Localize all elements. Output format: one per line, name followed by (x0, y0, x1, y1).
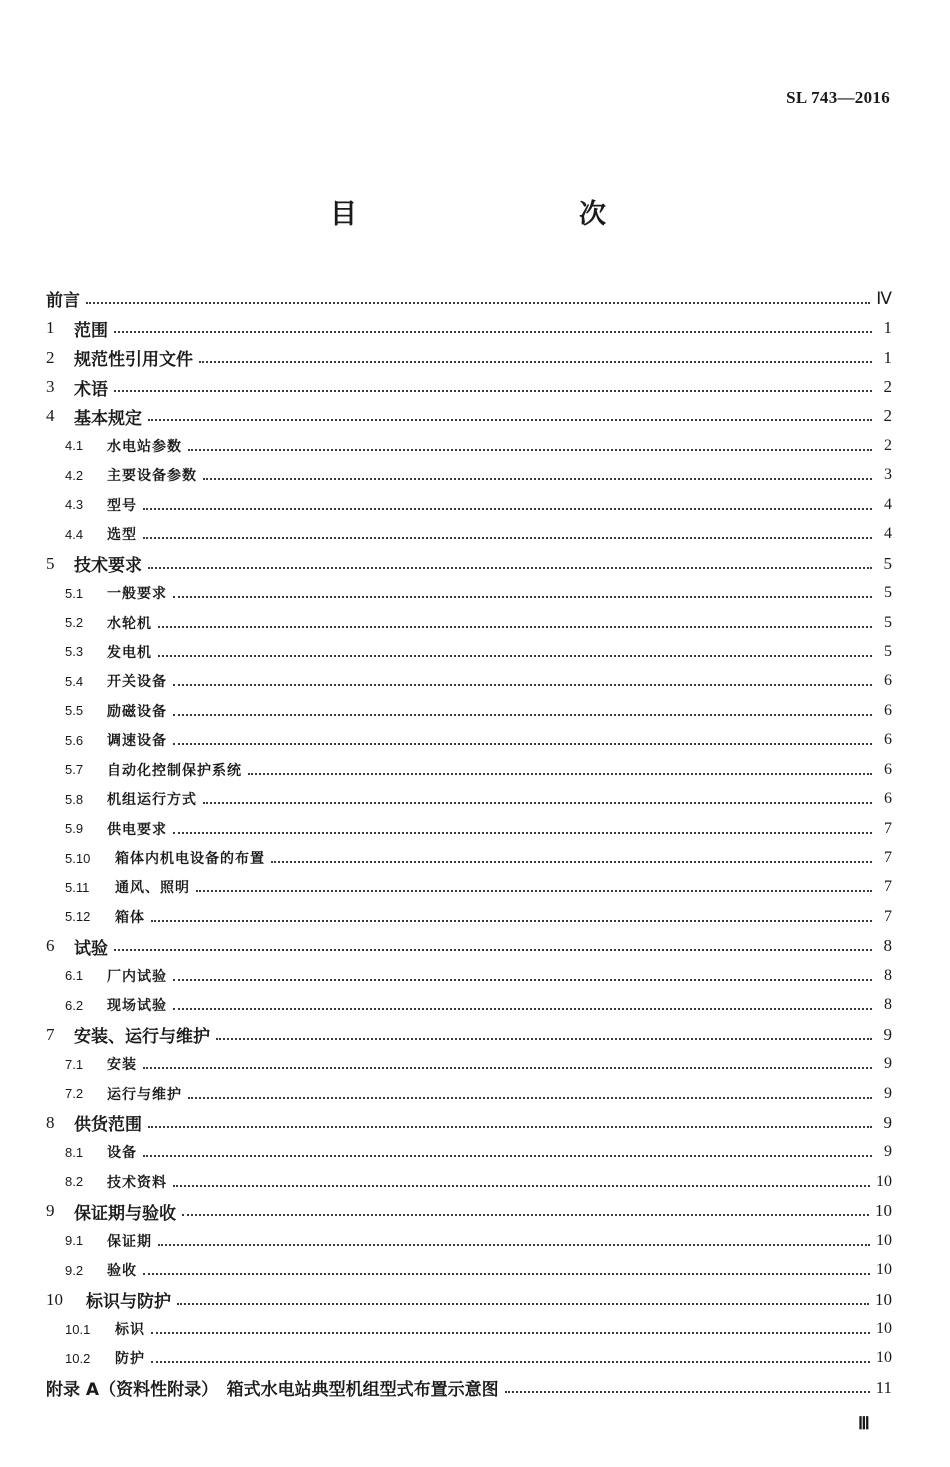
toc-entry-label: 现场试验 (107, 998, 167, 1015)
toc-entry-page: 2 (884, 436, 892, 454)
toc-entry-label: 发电机 (107, 644, 152, 661)
toc-leader-dots (151, 920, 872, 922)
toc-leader-dots (505, 1391, 870, 1393)
toc-entry[interactable] (46, 784, 892, 813)
toc-entry[interactable] (46, 284, 892, 313)
toc-leader-dots (203, 478, 872, 480)
toc-entry-number: 2 (46, 347, 55, 367)
toc-entry[interactable] (46, 313, 892, 342)
toc-entry-number: 5 (46, 553, 55, 573)
toc-leader-dots (173, 743, 872, 745)
toc-entry-label: 验收 (107, 1263, 137, 1280)
toc-entry-label: 通风、照明 (115, 880, 190, 897)
toc-entry-page: 2 (883, 377, 892, 397)
toc-entry-number: 8 (46, 1112, 55, 1132)
toc-leader-dots (158, 655, 872, 657)
toc-entry[interactable] (46, 1226, 892, 1255)
toc-entry-page: 6 (884, 701, 892, 719)
toc-entry-number: 5.5 (65, 703, 84, 719)
toc-entry-label: 标识与防护 (86, 1292, 171, 1313)
toc-entry-number: 10.1 (65, 1321, 91, 1337)
toc-entry[interactable] (46, 608, 892, 637)
toc-entry-label: 技术要求 (74, 556, 142, 577)
toc-entry-number: 5.12 (65, 909, 91, 925)
toc-entry-page: 10 (876, 1231, 892, 1249)
toc-entry-label: 设备 (107, 1145, 137, 1162)
toc-entry-label: 调速设备 (107, 733, 167, 750)
toc-entry[interactable] (46, 932, 892, 961)
toc-entry[interactable] (46, 1373, 892, 1402)
toc-leader-dots (173, 596, 872, 598)
toc-leader-dots (114, 390, 872, 392)
toc-entry-label: 选型 (107, 527, 137, 544)
toc-entry-number: 5.10 (65, 850, 91, 866)
toc-entry[interactable] (46, 1108, 892, 1137)
toc-entry-label: 励磁设备 (107, 703, 167, 720)
table-of-contents (46, 284, 892, 1403)
toc-entry-label: 一般要求 (107, 586, 167, 603)
toc-entry[interactable] (46, 1344, 892, 1373)
toc-entry-number: 5.7 (65, 762, 84, 778)
toc-entry-label: 供货范围 (74, 1115, 142, 1136)
toc-entry-number: 7.2 (65, 1086, 84, 1102)
toc-leader-dots (148, 1126, 872, 1128)
toc-entry-page: 10 (875, 1201, 892, 1221)
toc-entry[interactable] (46, 1167, 892, 1196)
toc-entry-page: 6 (884, 731, 892, 749)
toc-entry[interactable] (46, 1079, 892, 1108)
toc-entry[interactable] (46, 1255, 892, 1284)
toc-entry-page: 11 (875, 1377, 892, 1397)
toc-entry-page: 10 (875, 1289, 892, 1309)
toc-entry-page: 9 (884, 1055, 892, 1073)
toc-leader-dots (143, 1155, 872, 1157)
toc-entry[interactable] (46, 1049, 892, 1078)
toc-entry[interactable] (46, 431, 892, 460)
toc-entry-page: 9 (884, 1143, 892, 1161)
toc-entry-number: 1 (46, 318, 55, 338)
toc-leader-dots (86, 302, 870, 304)
toc-entry-page: 2 (883, 406, 892, 426)
toc-entry-page: 10 (876, 1320, 892, 1338)
toc-leader-dots (114, 331, 872, 333)
toc-entry[interactable] (46, 1020, 892, 1049)
toc-entry[interactable] (46, 578, 892, 607)
toc-leader-dots (173, 979, 872, 981)
toc-entry-label: 范围 (74, 320, 108, 341)
toc-leader-dots (188, 1097, 872, 1099)
toc-entry[interactable] (46, 902, 892, 931)
toc-entry[interactable] (46, 372, 892, 401)
toc-entry-page: 5 (884, 613, 892, 631)
toc-entry-label: 水轮机 (107, 615, 152, 632)
toc-leader-dots (188, 449, 872, 451)
toc-entry-page: 10 (876, 1172, 892, 1190)
toc-leader-dots (173, 1185, 870, 1187)
toc-entry-page: 8 (884, 996, 892, 1014)
toc-entry-number: 4.3 (65, 497, 84, 513)
toc-entry-number: 5.6 (65, 732, 84, 748)
toc-entry[interactable] (46, 991, 892, 1020)
toc-entry-label: 试验 (74, 938, 108, 959)
toc-entry-number: 6.1 (65, 968, 84, 984)
toc-entry-page: 1 (883, 318, 892, 338)
toc-entry-page: Ⅳ (876, 288, 892, 308)
toc-entry-label: 基本规定 (74, 408, 142, 429)
toc-entry-page: 7 (884, 849, 892, 867)
toc-entry-label: 规范性引用文件 (74, 350, 193, 371)
toc-leader-dots (158, 1244, 870, 1246)
toc-entry-label: 前言 (46, 291, 80, 312)
page-number: Ⅲ (858, 1414, 870, 1433)
toc-entry-number: 7 (46, 1024, 55, 1044)
toc-entry-label: 术语 (74, 379, 108, 400)
toc-entry[interactable] (46, 343, 892, 372)
toc-leader-dots (182, 1214, 869, 1216)
toc-leader-dots (143, 1067, 872, 1069)
toc-entry-number: 9.2 (65, 1262, 84, 1278)
toc-entry-number: 8.1 (65, 1144, 84, 1160)
toc-entry[interactable] (46, 1138, 892, 1167)
toc-entry-number: 5.11 (65, 879, 90, 895)
toc-entry-number: 7.1 (65, 1056, 84, 1072)
toc-entry-page: 4 (884, 525, 892, 543)
toc-leader-dots (151, 1332, 870, 1334)
toc-entry-number: 8.2 (65, 1174, 84, 1190)
toc-title: 目 次 (330, 199, 662, 230)
toc-leader-dots (148, 567, 872, 569)
toc-entry-page: 3 (884, 466, 892, 484)
toc-entry[interactable] (46, 843, 892, 872)
toc-entry[interactable] (46, 1285, 892, 1314)
toc-entry-number: 6 (46, 936, 55, 956)
toc-entry-page: 5 (884, 584, 892, 602)
toc-entry-page: 7 (884, 907, 892, 925)
toc-leader-dots (173, 684, 872, 686)
toc-leader-dots (271, 861, 872, 863)
toc-entry-page: 5 (884, 642, 892, 660)
toc-entry-label: 自动化控制保护系统 (107, 762, 242, 779)
toc-entry[interactable] (46, 637, 892, 666)
toc-entry-label: 安装 (107, 1057, 137, 1074)
toc-entry-number: 9 (46, 1201, 55, 1221)
toc-entry[interactable] (46, 814, 892, 843)
toc-entry-label: 供电要求 (107, 821, 167, 838)
toc-entry-page: 7 (884, 819, 892, 837)
toc-entry-number: 3 (46, 377, 55, 397)
toc-entry-label: 运行与维护 (107, 1086, 182, 1103)
toc-entry-number: 10 (46, 1289, 63, 1309)
toc-entry-number: 4 (46, 406, 55, 426)
toc-entry-page: 6 (884, 760, 892, 778)
toc-entry-label: 标识 (115, 1322, 145, 1339)
toc-entry-label: 安装、运行与维护 (74, 1027, 210, 1048)
toc-entry-label: 保证期与验收 (74, 1203, 176, 1224)
toc-entry-label: 防护 (115, 1351, 145, 1368)
toc-entry-label: 附录 A（资料性附录） 箱式水电站典型机组型式布置示意图 (46, 1380, 499, 1401)
toc-entry-page: 8 (883, 936, 892, 956)
toc-entry-page: 7 (884, 878, 892, 896)
toc-leader-dots (173, 832, 872, 834)
toc-entry-page: 9 (883, 1024, 892, 1044)
toc-entry-label: 保证期 (107, 1233, 152, 1250)
toc-entry[interactable] (46, 1314, 892, 1343)
toc-entry-label: 主要设备参数 (107, 468, 197, 485)
toc-entry-label: 箱体内机电设备的布置 (115, 851, 265, 868)
toc-entry-page: 9 (884, 1084, 892, 1102)
toc-leader-dots (203, 802, 872, 804)
toc-entry-label: 机组运行方式 (107, 792, 197, 809)
toc-entry[interactable] (46, 726, 892, 755)
toc-entry-number: 5.1 (65, 585, 84, 601)
toc-entry[interactable] (46, 549, 892, 578)
toc-entry-number: 5.2 (65, 615, 84, 631)
toc-entry-number: 4.4 (65, 526, 84, 542)
standard-code: SL 743—2016 (786, 88, 890, 107)
toc-entry-number: 4.1 (65, 438, 84, 454)
toc-entry[interactable] (46, 461, 892, 490)
toc-entry-page: 5 (883, 553, 892, 573)
toc-entry-number: 6.2 (65, 997, 84, 1013)
toc-leader-dots (196, 890, 872, 892)
toc-entry-number: 5.4 (65, 673, 84, 689)
toc-entry[interactable] (46, 667, 892, 696)
toc-entry-number: 10.2 (65, 1350, 91, 1366)
toc-entry-label: 型号 (107, 497, 137, 514)
toc-entry-page: 8 (884, 966, 892, 984)
toc-entry-number: 4.2 (65, 467, 84, 483)
toc-entry-number: 5.8 (65, 791, 84, 807)
toc-entry-label: 箱体 (115, 909, 145, 926)
toc-entry-page: 1 (883, 347, 892, 367)
toc-entry-number: 9.1 (65, 1233, 84, 1249)
toc-entry[interactable] (46, 1197, 892, 1226)
toc-entry[interactable] (46, 873, 892, 902)
toc-entry-page: 6 (884, 790, 892, 808)
toc-leader-dots (151, 1361, 870, 1363)
toc-entry[interactable] (46, 696, 892, 725)
toc-entry-label: 水电站参数 (107, 438, 182, 455)
toc-leader-dots (248, 773, 872, 775)
toc-entry[interactable] (46, 755, 892, 784)
toc-entry[interactable] (46, 490, 892, 519)
toc-entry-page: 10 (876, 1349, 892, 1367)
toc-leader-dots (143, 537, 872, 539)
toc-leader-dots (158, 626, 872, 628)
toc-leader-dots (148, 419, 872, 421)
toc-entry-label: 厂内试验 (107, 968, 167, 985)
toc-entry[interactable] (46, 520, 892, 549)
toc-entry-number: 5.9 (65, 821, 84, 837)
toc-leader-dots (216, 1038, 872, 1040)
toc-leader-dots (177, 1303, 869, 1305)
toc-leader-dots (114, 949, 872, 951)
toc-entry[interactable] (46, 402, 892, 431)
toc-leader-dots (199, 361, 872, 363)
toc-entry-page: 10 (876, 1261, 892, 1279)
toc-leader-dots (173, 714, 872, 716)
toc-leader-dots (143, 1273, 870, 1275)
toc-entry-page: 6 (884, 672, 892, 690)
toc-entry-number: 5.3 (65, 644, 84, 660)
toc-entry[interactable] (46, 961, 892, 990)
toc-entry-page: 9 (883, 1112, 892, 1132)
toc-leader-dots (173, 1008, 872, 1010)
toc-leader-dots (143, 508, 872, 510)
toc-entry-page: 4 (884, 495, 892, 513)
toc-entry-label: 开关设备 (107, 674, 167, 691)
toc-entry-label: 技术资料 (107, 1174, 167, 1191)
